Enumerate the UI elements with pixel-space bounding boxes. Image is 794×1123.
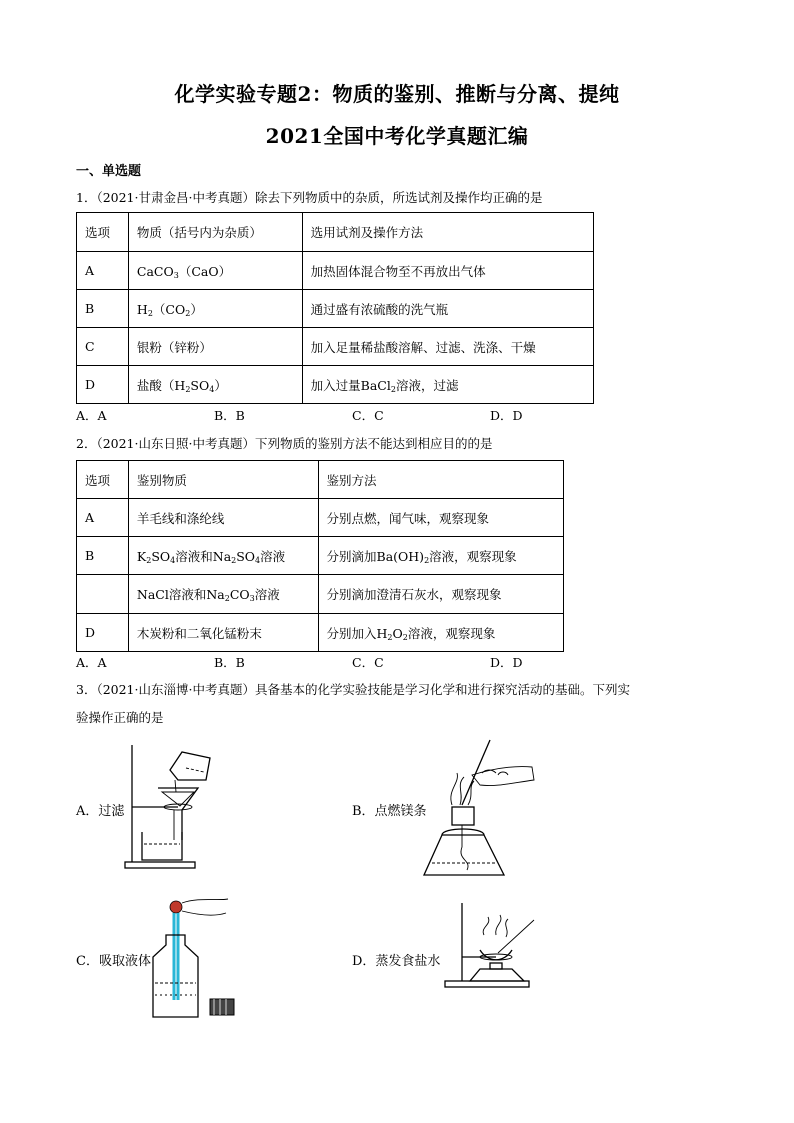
table-row: [77, 252, 594, 290]
q2-table: [76, 460, 564, 652]
q3-option-b-label[interactable]: B．点燃镁条: [352, 804, 427, 819]
table-row: [77, 366, 594, 404]
dropper-diagram: [148, 895, 248, 1025]
q3-option-a-label[interactable]: A．过滤: [76, 804, 125, 819]
table-header: 选项: [77, 213, 129, 252]
table-row: [77, 499, 564, 537]
option-cell: C: [77, 328, 129, 366]
option-cell: B: [77, 290, 129, 328]
method-cell: 加热固体混合物至不再放出气体: [302, 252, 593, 290]
substance-cell: $H_2(CO_2)$: [128, 290, 302, 328]
substance-cell: NaCl溶液和$Na_2CO_3$溶液: [128, 575, 318, 614]
substance-cell: 银粉（锌粉）: [128, 328, 302, 366]
answer-option[interactable]: A．A: [76, 408, 107, 423]
answer-option[interactable]: D．D: [490, 655, 523, 670]
filtration-diagram: [120, 740, 220, 875]
q3-stem-line2: 验操作正确的是: [76, 710, 164, 725]
table-row: [77, 614, 564, 652]
method-cell: 加入过量BaCl$_2$溶液，过滤: [302, 366, 593, 404]
option-cell: D: [77, 366, 129, 404]
answer-option[interactable]: C．C: [352, 408, 384, 423]
option-cell: A: [77, 499, 129, 537]
document-title: 化学实验专题2：物质的鉴别、推断与分离、提纯: [174, 82, 620, 106]
document-subtitle: 2021全国中考化学真题汇编: [265, 124, 529, 148]
q1-stem: 1．（2021·甘肃金昌·中考真题）除去下列物质中的杂质，所选试剂及操作均正确的是: [76, 190, 543, 205]
q3-option-c-label[interactable]: C．吸取液体: [76, 954, 151, 969]
table-row: [77, 328, 594, 366]
answer-option[interactable]: C．C: [352, 655, 384, 670]
table-header: 鉴别物质: [128, 461, 318, 499]
method-cell: 分别点燃，闻气味，观察现象: [318, 499, 563, 537]
table-header: 物质（括号内为杂质）: [128, 213, 302, 252]
option-cell: A: [77, 252, 129, 290]
q3-option-d-label[interactable]: D．蒸发食盐水: [352, 954, 441, 969]
substance-cell: 羊毛线和涤纶线: [128, 499, 318, 537]
table-row: [77, 575, 564, 614]
substance-cell: 盐酸$(H_2SO_4)$: [128, 366, 302, 404]
answer-option[interactable]: B．B: [214, 408, 245, 423]
method-cell: 分别滴加澄清石灰水，观察现象: [318, 575, 563, 614]
substance-cell: CaCO$_3$（CaO）: [128, 252, 302, 290]
answer-option[interactable]: D．D: [490, 408, 523, 423]
answer-option[interactable]: B．B: [214, 655, 245, 670]
table-header: 鉴别方法: [318, 461, 563, 499]
method-cell: 通过盛有浓硫酸的洗气瓶: [302, 290, 593, 328]
q1-table: [76, 212, 594, 404]
q2-stem: 2．（2021·山东日照·中考真题）下列物质的鉴别方法不能达到相应目的的是: [76, 436, 493, 451]
section-heading: 一、单选题: [76, 164, 142, 179]
table-header: 选用试剂及操作方法: [302, 213, 593, 252]
answer-option[interactable]: A．A: [76, 655, 107, 670]
q3-stem-line1: 3．（2021·山东淄博·中考真题）具备基本的化学实验技能是学习化学和进行探究活动的基础。下列实: [76, 682, 630, 697]
method-cell: 加入足量稀盐酸溶解、过滤、洗涤、干燥: [302, 328, 593, 366]
table-header-row: [77, 213, 594, 252]
method-cell: 分别滴加$Ba(OH)_2$溶液，观察现象: [318, 537, 563, 575]
table-row: [77, 290, 594, 328]
option-cell: [77, 575, 129, 614]
table-header: 选项: [77, 461, 129, 499]
substance-cell: $K_2SO_4$溶液和$Na_2SO_4$溶液: [128, 537, 318, 575]
evaporation-diagram: [440, 895, 540, 995]
magnesium-burning-diagram: [412, 735, 542, 885]
option-cell: B: [77, 537, 129, 575]
table-header-row: [77, 461, 564, 499]
substance-cell: 木炭粉和二氧化锰粉末: [128, 614, 318, 652]
table-row: [77, 537, 564, 575]
option-cell: D: [77, 614, 129, 652]
method-cell: 分别加入$H_2O_2$溶液，观察现象: [318, 614, 563, 652]
